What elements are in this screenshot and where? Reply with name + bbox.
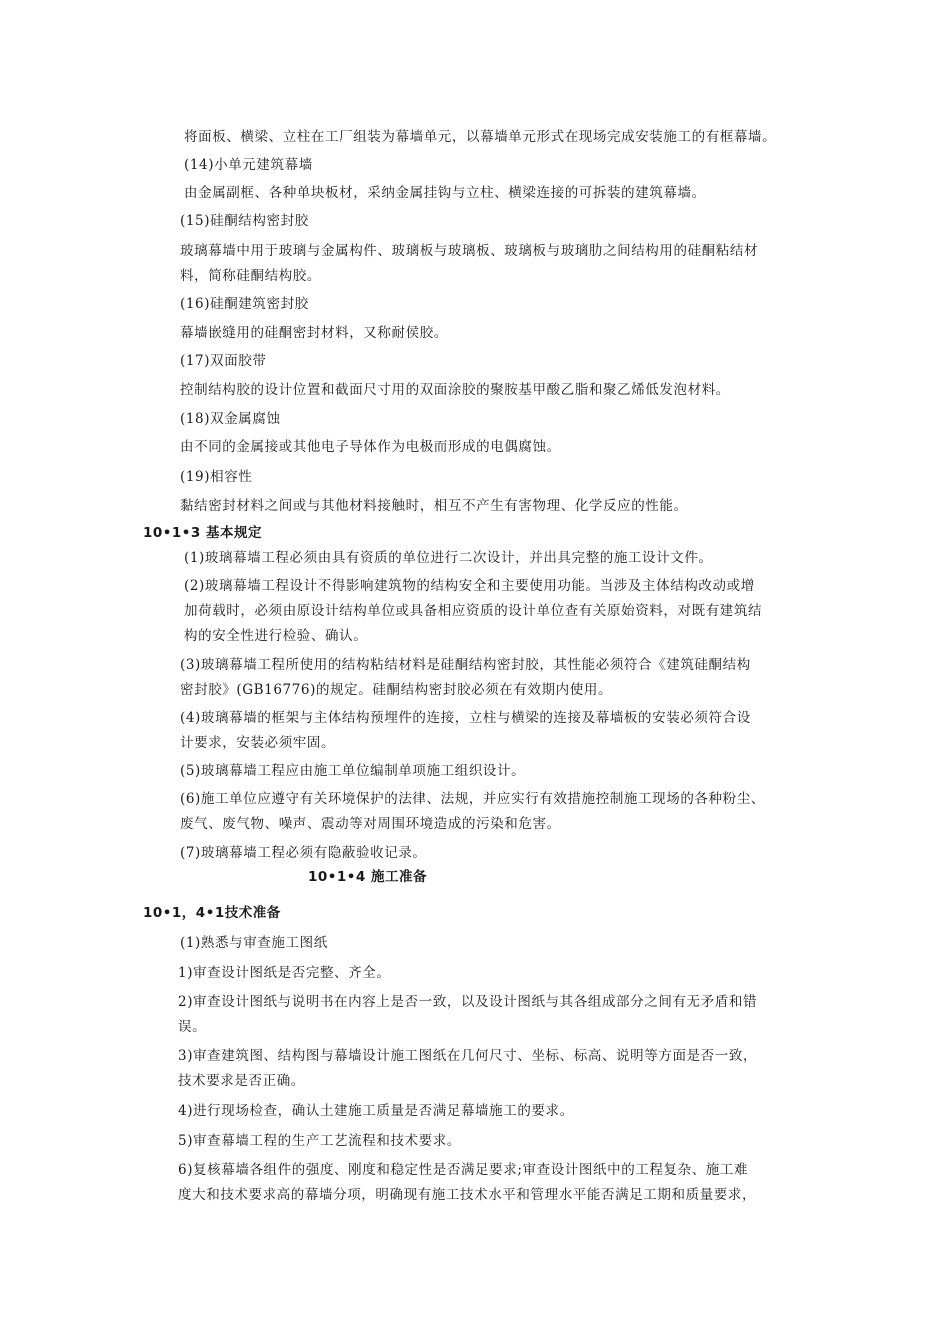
item-heading: (19)相容性 (180, 469, 253, 485)
text-line: (1)玻璃幕墙工程必须由具有资质的单位进行二次设计，并出具完整的施工设计文件。 (184, 550, 713, 566)
text-line: 误。 (178, 1019, 207, 1035)
text-line: 6)复核幕墙各组件的强度、刚度和稳定性是否满足要求;审查设计图纸中的工程复杂、施工难 (178, 1162, 749, 1178)
text-line: 技术要求是否正确。 (178, 1073, 305, 1089)
text-line: 3)审查建筑图、结构图与幕墙设计施工图纸在几何尺寸、坐标、标高、说明等方面是否一致， (178, 1048, 758, 1064)
text-line: (5)玻璃幕墙工程应由施工单位编制单项施工组织设计。 (180, 763, 526, 779)
section-heading: 10•1•4 施工准备 (308, 869, 428, 885)
text-line: 控制结构胶的设计位置和截面尺寸用的双面涂胶的聚胺基甲酸乙脂和聚乙烯低发泡材料。 (180, 382, 730, 398)
section-heading: 10•1•3 基本规定 (143, 525, 263, 541)
text-line: (6)施工单位应遵守有关环境保护的法律、法规，并应实行有效措施控制施工现场的各种粉尘、 (180, 791, 765, 807)
text-line: 4)进行现场检查，确认土建施工质量是否满足幕墙施工的要求。 (178, 1103, 574, 1119)
text-line: 料，简称硅酮结构胶。 (180, 268, 321, 284)
text-line: 黏结密封材料之间或与其他材料接触时，相互不产生有害物理、化学反应的性能。 (180, 498, 688, 514)
text-line: 由金属副框、各种单块板材，采纳金属挂钩与立柱、横梁连接的可拆装的建筑幕墙。 (184, 185, 706, 201)
text-line: 5)审查幕墙工程的生产工艺流程和技术要求。 (178, 1133, 461, 1149)
text-line: (3)玻璃幕墙工程所使用的结构粘结材料是硅酮结构密封胶，其性能必须符合《建筑硅酮结构 (180, 657, 751, 673)
item-heading: (16)硅酮建筑密封胶 (180, 296, 309, 312)
item-heading: (1)熟悉与审查施工图纸 (180, 935, 328, 951)
text-line: 将面板、横梁、立柱在工厂组装为幕墙单元，以幕墙单元形式在现场完成安装施工的有框幕墙。 (184, 129, 777, 145)
text-line: (7)玻璃幕墙工程必须有隐蔽验收记录。 (180, 845, 427, 861)
item-heading: (15)硅酮结构密封胶 (180, 213, 309, 229)
text-line: 由不同的金属接或其他电子导体作为电极而形成的电偶腐蚀。 (180, 439, 561, 455)
item-heading: (18)双金属腐蚀 (180, 411, 281, 427)
text-line: 幕墙嵌缝用的硅酮密封材料，又称耐侯胶。 (180, 325, 448, 341)
text-line: 废气、废气物、噪声、震动等对周围环境造成的污染和危害。 (180, 816, 561, 832)
text-line: 1)审查设计图纸是否完整、齐全。 (178, 965, 391, 981)
text-line: 玻璃幕墙中用于玻璃与金属构件、玻璃板与玻璃板、玻璃板与玻璃肋之间结构用的硅酮粘结材 (180, 243, 759, 259)
text-line: 构的安全性进行检验、确认。 (184, 628, 368, 644)
text-line: (2)玻璃幕墙工程设计不得影响建筑物的结构安全和主要使用功能。当涉及主体结构改动或增 (184, 578, 755, 594)
text-line: 密封胶》(GB16776)的规定。硅酮结构密封胶必须在有效期内使用。 (180, 682, 613, 698)
text-line: 加荷载时，必须由原设计结构单位或具备相应资质的设计单位查有关原始资料，对既有建筑结 (184, 603, 763, 619)
text-line: 2)审查设计图纸与说明书在内容上是否一致，以及设计图纸与其各组成部分之间有无矛盾和错 (178, 994, 758, 1010)
text-line: (4)玻璃幕墙的框架与主体结构预埋件的连接，立柱与横梁的连接及幕墙板的安装必须符合设 (180, 710, 751, 726)
subsection-heading: 10•1，4•1技术准备 (143, 905, 281, 921)
item-heading: (14)小单元建筑幕墙 (184, 157, 313, 173)
item-heading: (17)双面胶带 (180, 353, 267, 369)
text-line: 度大和技术要求高的幕墙分项，明确现有施工技术水平和管理水平能否满足工期和质量要求， (178, 1187, 757, 1203)
text-line: 计要求，安装必须牢固。 (180, 735, 336, 751)
